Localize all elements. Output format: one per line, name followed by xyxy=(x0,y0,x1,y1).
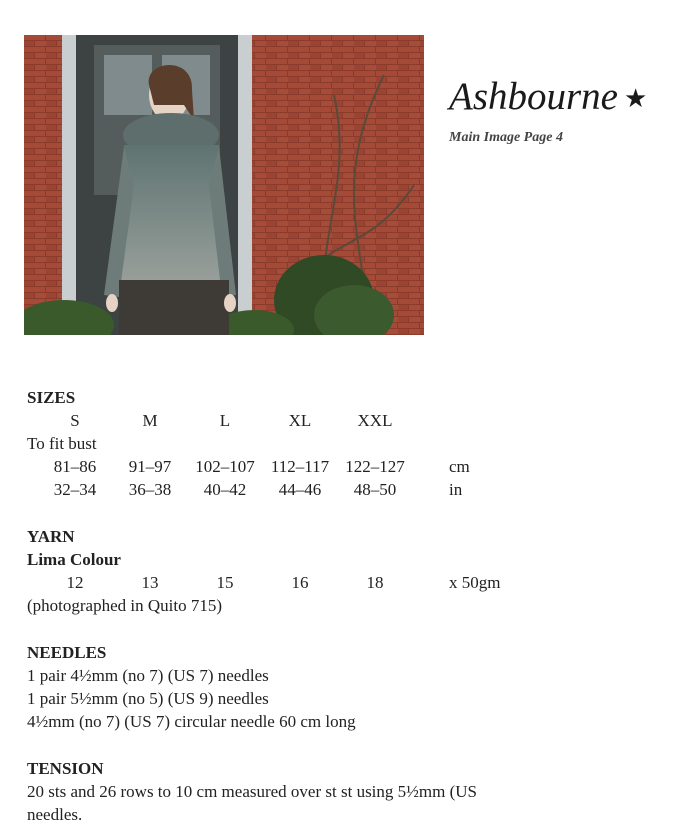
yarn-unit: x 50gm xyxy=(449,573,501,592)
bust-in-value: 40–42 xyxy=(203,480,247,499)
sizes-heading: SIZES xyxy=(27,388,76,407)
yarn-heading: YARN xyxy=(27,527,75,546)
cm-unit: cm xyxy=(449,457,470,476)
in-unit: in xyxy=(449,480,463,499)
pattern-title: Ashbourne ★ xyxy=(449,75,648,118)
size-label: S xyxy=(70,411,80,430)
yarn-name: Lima Colour xyxy=(27,550,121,569)
star-icon: ★ xyxy=(624,84,648,113)
size-labels-row xyxy=(27,409,547,432)
main-image-note: Main Image Page 4 xyxy=(449,130,563,145)
model-photo-icon xyxy=(24,35,424,335)
title-block xyxy=(449,74,647,146)
size-label: XL xyxy=(288,411,312,430)
tension-line: needles. xyxy=(27,805,83,824)
pattern-details xyxy=(27,386,547,826)
yarn-amount: 18 xyxy=(366,573,384,592)
yarn-amounts-row xyxy=(27,571,547,594)
bust-cm-row xyxy=(27,455,547,478)
yarn-amount: 13 xyxy=(141,573,159,592)
yarn-amount: 15 xyxy=(216,573,234,592)
bust-cm-value: 112–117 xyxy=(270,457,330,476)
tension-heading: TENSION xyxy=(27,759,104,778)
bust-cm-value: 81–86 xyxy=(53,457,97,476)
bust-cm-value: 122–127 xyxy=(345,457,405,476)
tension-line: 20 sts and 26 rows to 10 cm measured over st st using 5½mm (US xyxy=(27,782,477,801)
size-label: L xyxy=(219,411,231,430)
yarn-amount: 16 xyxy=(291,573,309,592)
bust-cm-value: 102–107 xyxy=(195,457,255,476)
needle-line: 4½mm (no 7) (US 7) circular needle 60 cm long xyxy=(27,712,356,731)
needle-line: 1 pair 4½mm (no 7) (US 7) needles xyxy=(27,666,269,685)
bust-in-value: 32–34 xyxy=(53,480,97,499)
size-label: XXL xyxy=(357,411,393,430)
bust-cm-value: 91–97 xyxy=(128,457,172,476)
bust-in-value: 44–46 xyxy=(278,480,322,499)
needles-heading: NEEDLES xyxy=(27,643,107,662)
size-label: M xyxy=(142,411,158,430)
yarn-amount: 12 xyxy=(66,573,84,592)
photographed-note: (photographed in Quito 715) xyxy=(27,596,222,615)
fit-bust-label: To fit bust xyxy=(27,434,97,453)
needle-line: 1 pair 5½mm (no 5) (US 9) needles xyxy=(27,689,269,708)
bust-in-row xyxy=(27,478,547,501)
bust-in-value: 48–50 xyxy=(353,480,397,499)
bust-in-value: 36–38 xyxy=(128,480,172,499)
model-photo xyxy=(24,35,424,335)
